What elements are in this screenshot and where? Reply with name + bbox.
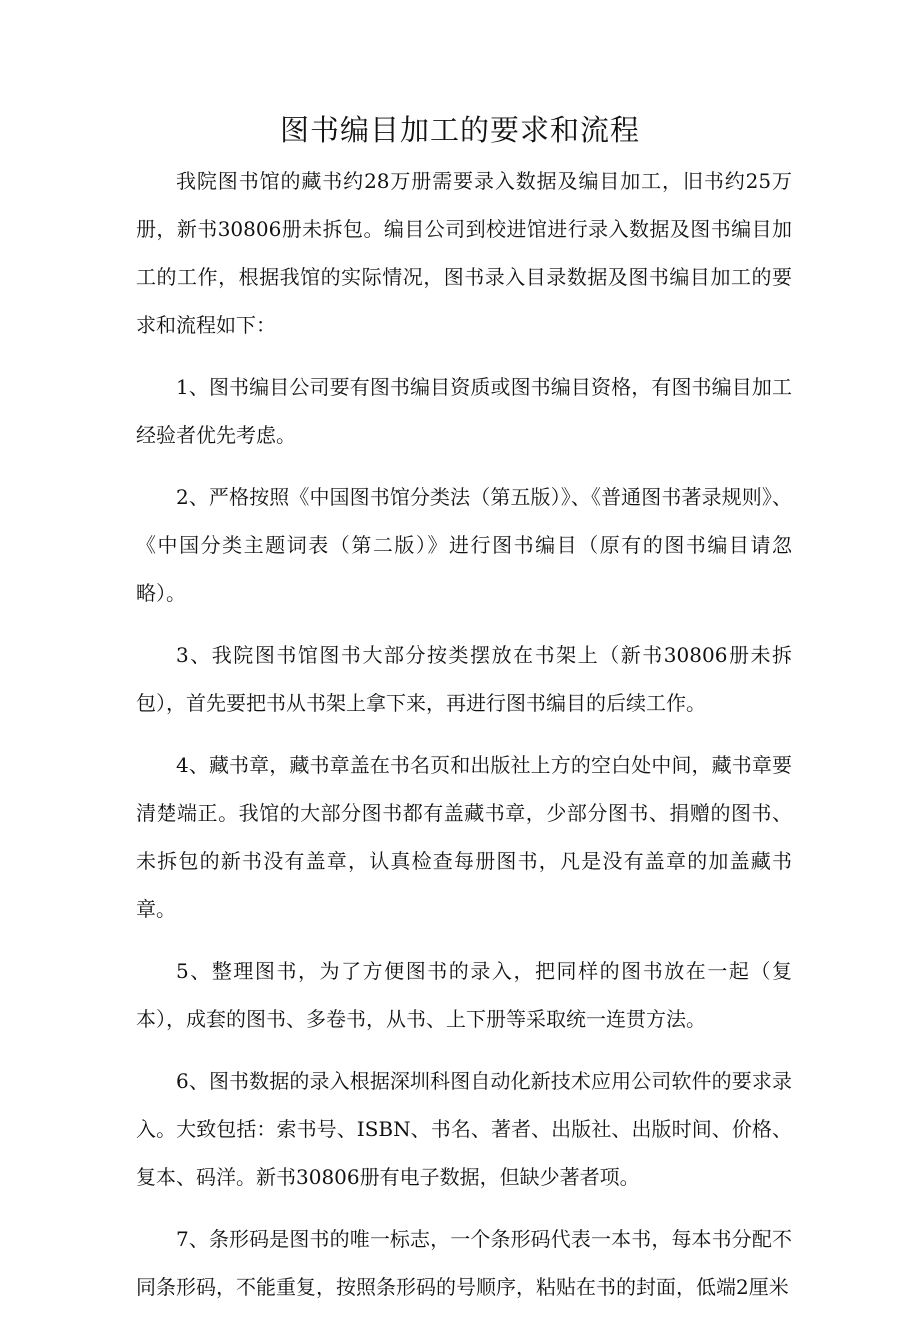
paragraph-item-1: 1、图书编目公司要有图书编目资质或图书编目资格，有图书编目加工经验者优先考虑。 (136, 375, 792, 447)
document-body (136, 157, 792, 1325)
paragraph-item-3: 3、我院图书馆图书大部分按类摆放在书架上（新书30806册未拆包），首先要把书从书架上拿下来，再进行图书编目的后续工作。 (136, 643, 792, 715)
paragraph-item-6: 6、图书数据的录入根据深圳科图自动化新技术应用公司软件的要求录入。大致包括：索书号、ISBN、书名、著者、出版社、出版时间、价格、复本、码洋。新书30806册有电子数据，但缺少著者项。 (136, 1069, 792, 1189)
paragraph-item-2: 2、严格按照《中国图书馆分类法（第五版）》、《普通图书著录规则》、《中国分类主题词表（第二版）》进行图书编目（原有的图书编目请忽略）。 (136, 485, 792, 605)
paragraph-item-5: 5、整理图书，为了方便图书的录入，把同样的图书放在一起（复本），成套的图书、多卷书，从书、上下册等采取统一连贯方法。 (136, 959, 792, 1031)
paragraph-item-4: 4、藏书章，藏书章盖在书名页和出版社上方的空白处中间，藏书章要清楚端正。我馆的大部分图书都有盖藏书章，少部分图书、捐赠的图书、未拆包的新书没有盖章，认真检查每册图书，凡是没有盖章的加盖藏书章。 (136, 753, 792, 921)
paragraph-item-7: 7、条形码是图书的唯一标志，一个条形码代表一本书，每本书分配不同条形码，不能重复，按照条形码的号顺序，粘贴在书的封面，低端2厘米 (136, 1227, 792, 1299)
paragraph-intro: 我院图书馆的藏书约28万册需要录入数据及编目加工，旧书约25万册，新书30806册未拆包。编目公司到校进馆进行录入数据及图书编目加工的工作，根据我馆的实际情况，图书录入目录数据及图书编目加工的要求和流程如下： (136, 169, 792, 337)
document-title: 图书编目加工的要求和流程 (279, 113, 640, 147)
